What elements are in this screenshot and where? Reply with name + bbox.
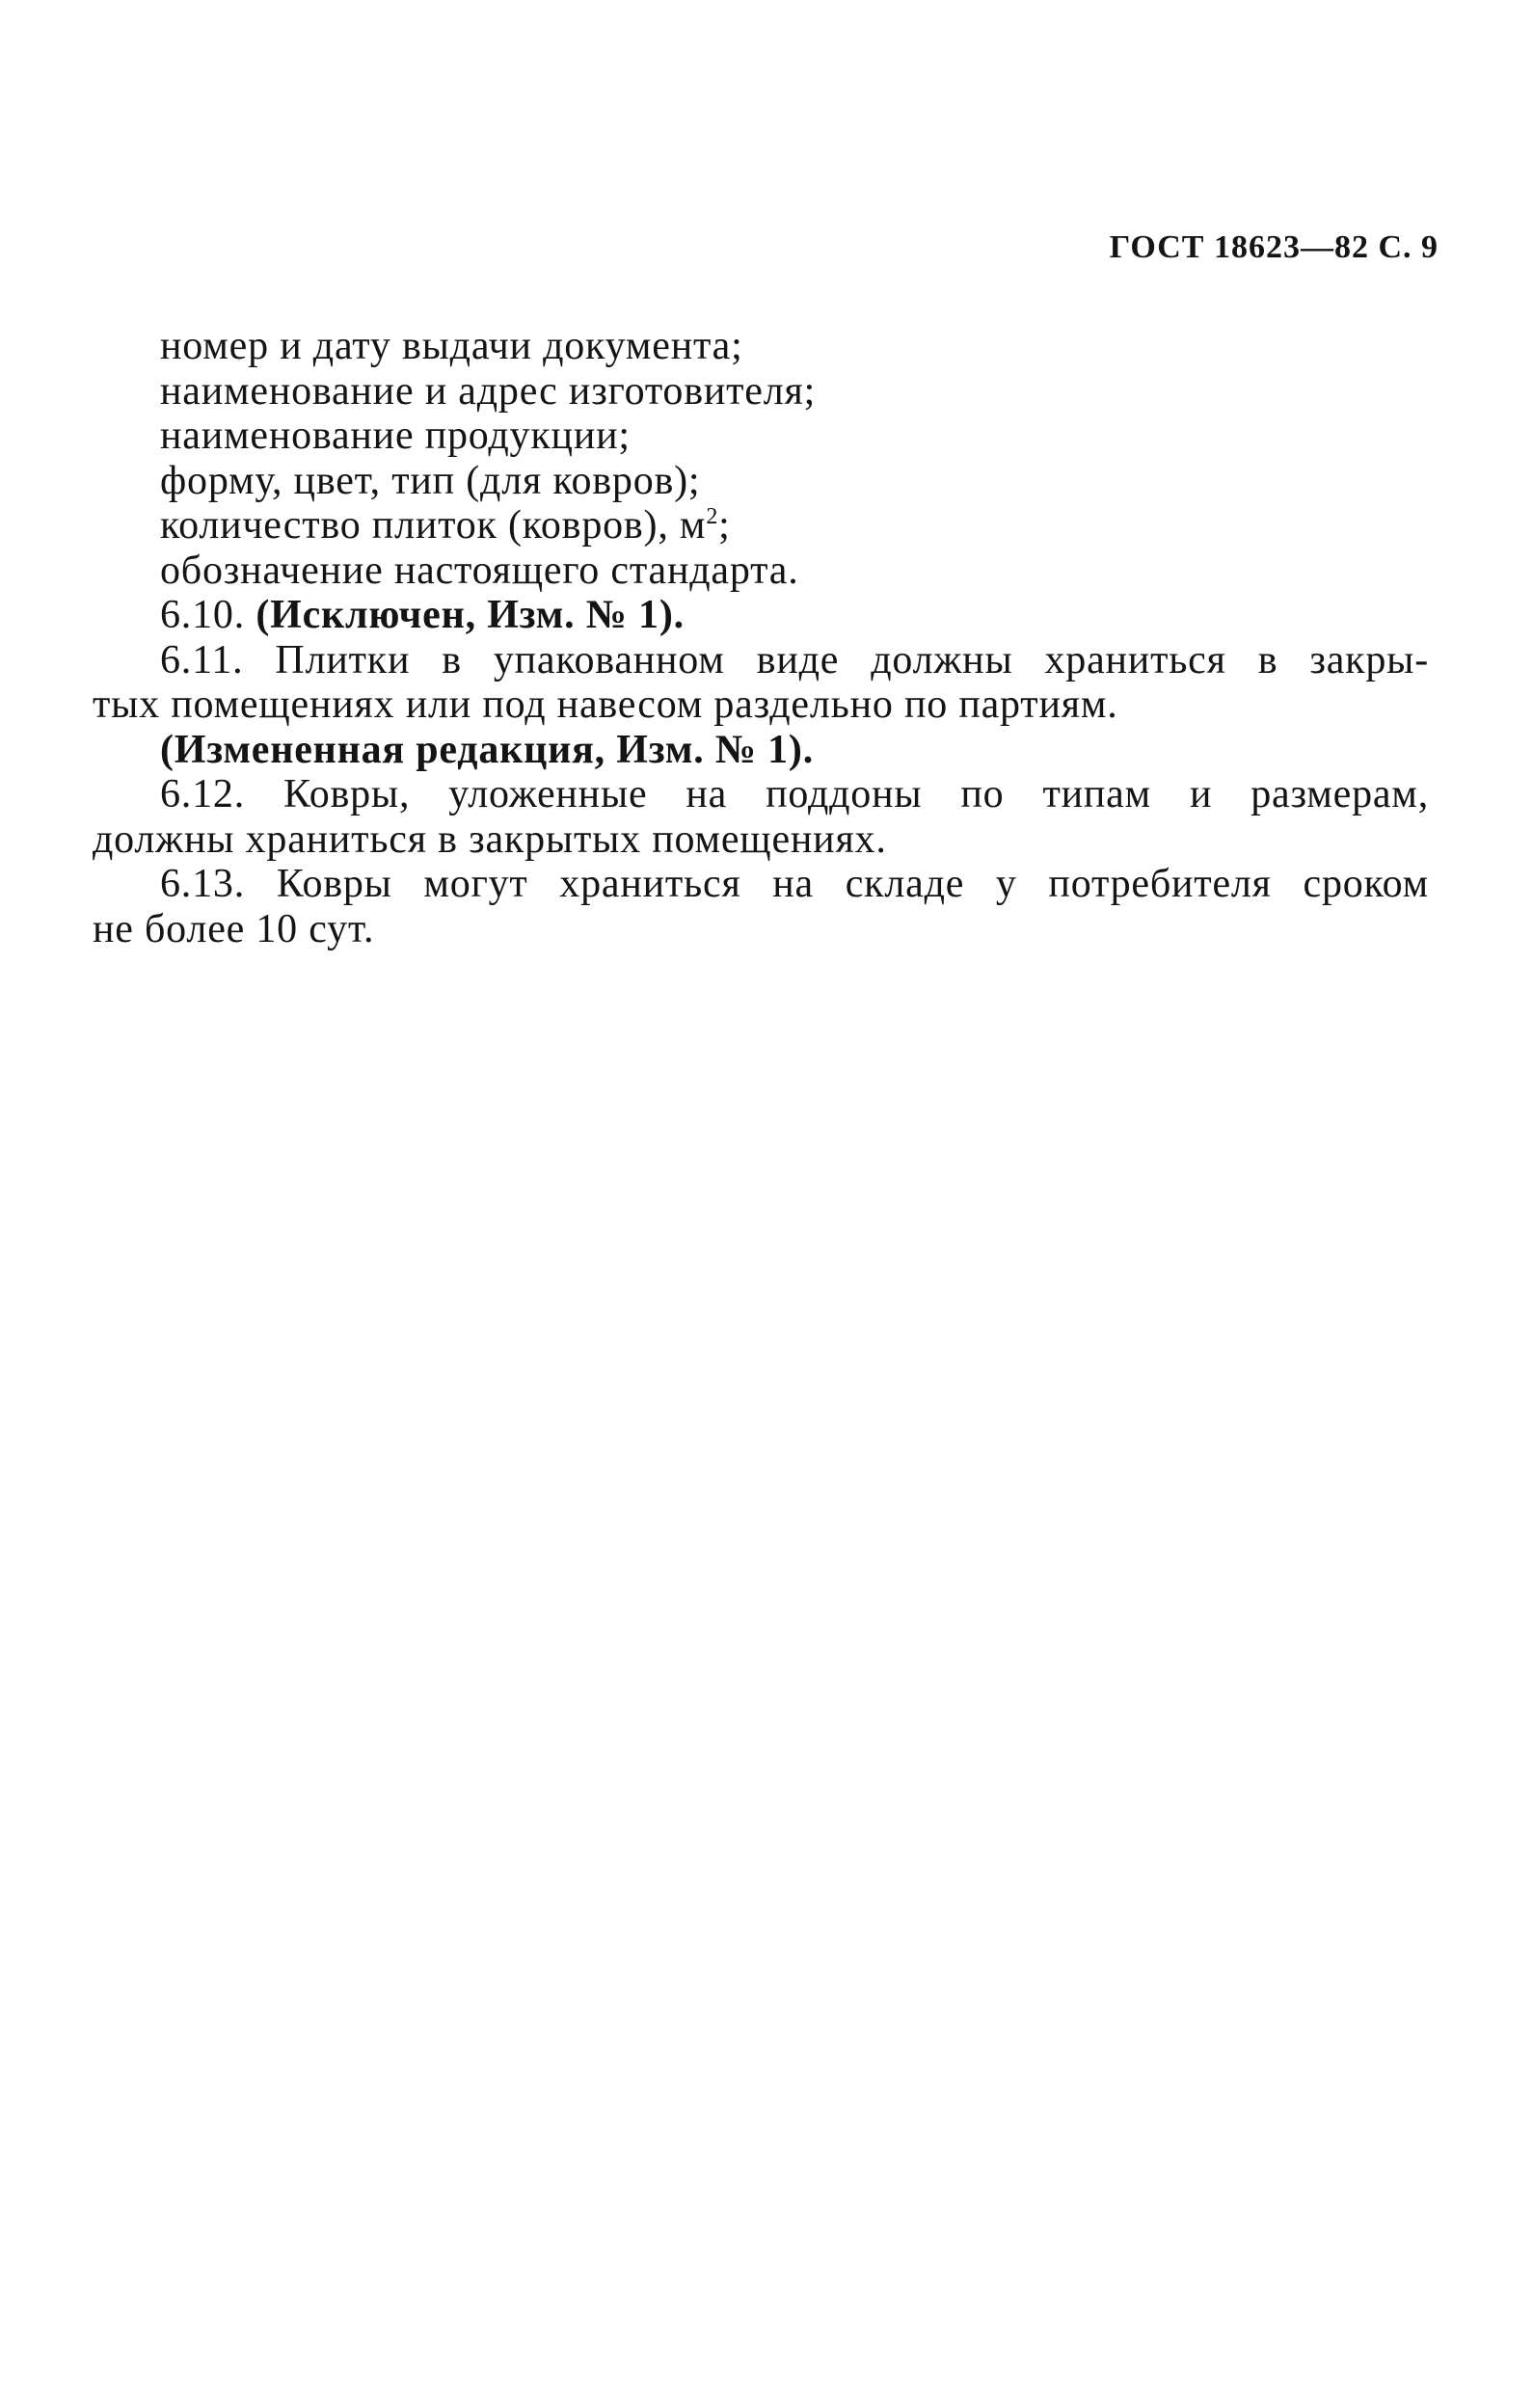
clause-6-12-line-1: 6.12. Ковры, уложенные на поддоны по типам и размерам, [160, 772, 1429, 816]
list-item-product-name: наименование продукции; [160, 414, 631, 458]
list-item-form-color-type: форму, цвет, тип (для ковров); [160, 458, 701, 503]
clause-6-12-line-2: должны храниться в закрытых помещениях. [93, 816, 887, 862]
list-item-standard-designation: обозначение настоящего стандарта. [160, 548, 799, 593]
page-header: ГОСТ 18623—82 С. 9 [1109, 229, 1439, 265]
clause-6-13-line-2: не более 10 сут. [93, 906, 375, 951]
clause-6-10-text: (Исключен, Изм. № 1). [256, 593, 685, 637]
list-item-manufacturer: наименование и адрес изготовителя; [160, 368, 817, 414]
quantity-suffix: ; [718, 503, 731, 548]
clause-6-13-line-1: 6.13. Ковры могут храниться на складе у потребителя сроком [160, 862, 1429, 906]
clause-6-11-line-2: тых помещениях или под навесом раздельно по партиям. [93, 682, 1118, 727]
list-item-document-number: номер и дату выдачи документа; [160, 324, 743, 368]
list-item-quantity [93, 503, 1429, 548]
clause-6-11-line-1: 6.11. Плитки в упакованном виде должны храниться в закры- [160, 637, 1429, 682]
clause-6-10 [93, 593, 1429, 638]
document-body [93, 324, 1429, 951]
clause-6-10-number: 6.10. [160, 593, 245, 637]
quantity-text: количество плиток (ковров), м [160, 503, 707, 548]
quantity-superscript: 2 [706, 504, 719, 529]
clause-6-11-amendment-note: (Измененная редакция, Изм. № 1). [160, 727, 815, 772]
